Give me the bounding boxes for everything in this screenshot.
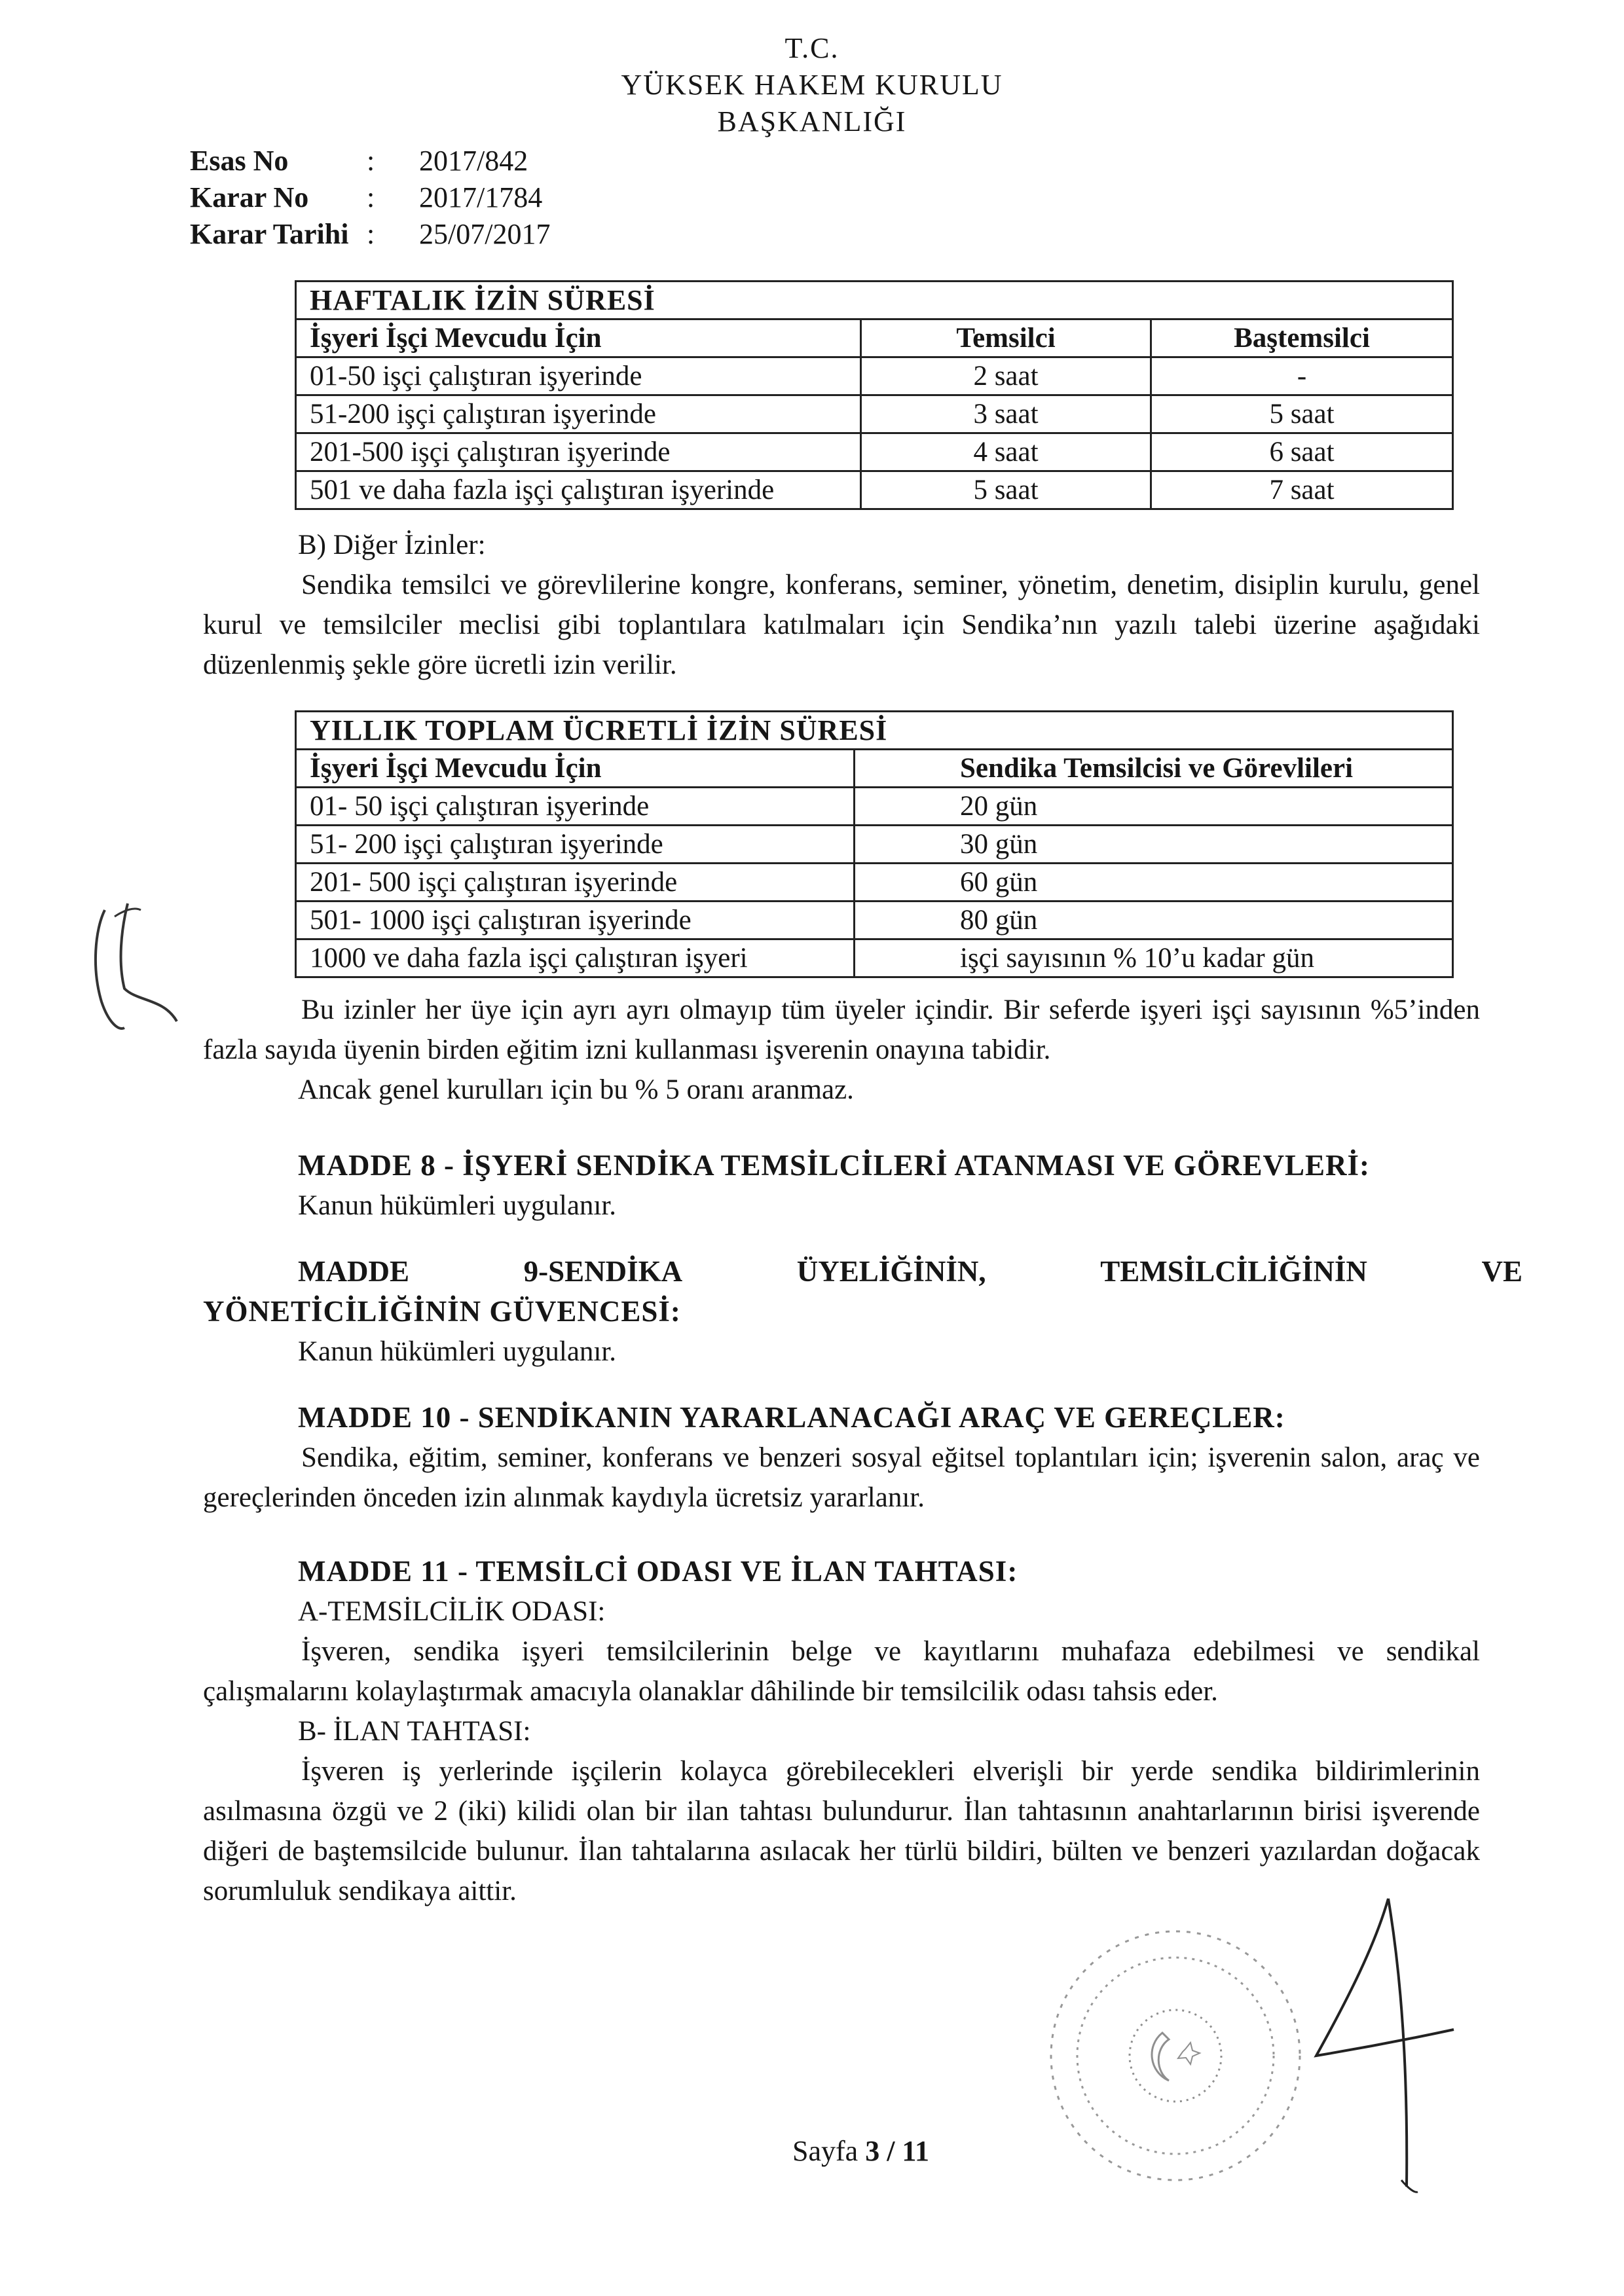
table-cell: 20 gün [855, 788, 1453, 826]
table-cell: 01-50 işçi çalıştıran işyerinde [296, 357, 861, 395]
table-cell: 3 saat [861, 395, 1151, 433]
table-header-cell: Temsilci [861, 319, 1151, 357]
header-presidency: BAŞKANLIĞI [717, 105, 907, 137]
table-cell: 51- 200 işçi çalıştıran işyerinde [296, 826, 855, 864]
other-permits-text: Sendika temsilci ve görevlilerine kongre, konferans, seminer, yönetim, denetim, disiplin kurulu, genel kurul ve temsilciler meclisi gibi toplantılara katılmaları için Sendika’nın yazılı talebi üzerine aşağıdaki düzenlenmiş şekle göre ücretli izin verilir. [203, 570, 1480, 680]
table-cell: 201-500 işçi çalıştıran işyerinde [296, 433, 861, 471]
table-row [296, 395, 1453, 433]
table-cell: işçi sayısının % 10’u kadar gün [855, 939, 1453, 977]
meta-karar-no: Karar No : 2017/1784 [190, 181, 543, 213]
table-header-cell: Sendika Temsilcisi ve Görevlileri [855, 750, 1453, 788]
after-table-paragraph: Bu izinler her üye için ayrı ayrı olmayıp tüm üyeler içindir. Bir seferde işyeri işçi sayısının %5’inden fazla sayıda üyenin birden eğitim izni kullanması işverenin onayına tabidir. [203, 994, 1480, 1065]
madde-11-sub-a: A-TEMSİLCİLİK ODASI: [298, 1596, 606, 1627]
madde-9-text: Kanun hükümleri uygulanır. [298, 1336, 617, 1367]
table-cell: 01- 50 işçi çalıştıran işyerinde [296, 788, 855, 826]
madde-11-text-a: İşveren, sendika işyeri temsilcilerinin belge ve kayıtlarını muhafaza edebilmesi ve sendikal çalışmalarını kolaylaştırmak amacıyla olanaklar dâhilinde bir temsilcilik odası tahsis eder. [203, 1636, 1480, 1707]
madde-11-sub-b: B- İLAN TAHTASI: [298, 1716, 531, 1747]
weekly-table-title: HAFTALIK İZİN SÜRESİ [296, 282, 1453, 319]
after-table-note: Ancak genel kurulları için bu % 5 oranı aranmaz. [298, 1074, 854, 1105]
table-row [296, 864, 1453, 902]
header-tc: T.C. [784, 32, 840, 64]
table-row [296, 902, 1453, 939]
table-cell: 30 gün [855, 826, 1453, 864]
page-number: Sayfa 3 / 11 [792, 2135, 929, 2167]
table-cell: 501 ve daha fazla işçi çalıştıran işyerinde [296, 471, 861, 509]
table-row [296, 433, 1453, 471]
madde-9-heading-line2: YÖNETİCİLİĞİNİN GÜVENCESİ: [203, 1295, 681, 1328]
table-cell: - [1151, 357, 1453, 395]
table-cell: 51-200 işçi çalıştıran işyerinde [296, 395, 861, 433]
madde-10-heading: MADDE 10 - SENDİKANIN YARARLANACAĞI ARAÇ VE GEREÇLER: [298, 1401, 1285, 1434]
table-row [296, 788, 1453, 826]
madde-9-heading: MADDE 9-SENDİKA ÜYELİĞİNİN, TEMSİLCİLİĞİNİN VE [298, 1255, 1522, 1288]
annual-table-title: YILLIK TOPLAM ÜCRETLİ İZİN SÜRESİ [296, 712, 1453, 750]
official-seal-stamp [1035, 1918, 1316, 2193]
madde-11-heading: MADDE 11 - TEMSİLCİ ODASI VE İLAN TAHTASI: [298, 1555, 1018, 1588]
table-header-cell: İşyeri İşçi Mevcudu İçin [296, 319, 861, 357]
table-cell: 80 gün [855, 902, 1453, 939]
table-cell: 6 saat [1151, 433, 1453, 471]
header-court: YÜKSEK HAKEM KURULU [621, 69, 1003, 101]
table-cell: 4 saat [861, 433, 1151, 471]
madde-8-text: Kanun hükümleri uygulanır. [298, 1190, 617, 1221]
table-row [296, 826, 1453, 864]
table-cell: 5 saat [861, 471, 1151, 509]
table-title-row [296, 282, 1453, 319]
meta-karar-tarihi: Karar Tarihi : 25/07/2017 [190, 218, 551, 250]
table-title-row [296, 712, 1453, 750]
meta-esas-no: Esas No : 2017/842 [190, 145, 528, 177]
madde-8-heading: MADDE 8 - İŞYERİ SENDİKA TEMSİLCİLERİ ATANMASI VE GÖREVLERİ: [298, 1149, 1370, 1182]
table-cell: 1000 ve daha fazla işçi çalıştıran işyeri [296, 939, 855, 977]
table-header-cell: İşyeri İşçi Mevcudu İçin [296, 750, 855, 788]
madde-10-text: Sendika, eğitim, seminer, konferans ve benzeri sosyal eğitsel toplantıları için; işverenin salon, araç ve gereçlerinden önceden izin alınmak kaydıyla ücretsiz yararlanır. [203, 1442, 1480, 1513]
table-header-cell: Baştemsilci [1151, 319, 1453, 357]
other-permits-heading: B) Diğer İzinler: [298, 530, 486, 560]
table-cell: 501- 1000 işçi çalıştıran işyerinde [296, 902, 855, 939]
table-row [296, 939, 1453, 977]
table-cell: 5 saat [1151, 395, 1453, 433]
annual-permit-table [295, 710, 1454, 978]
table-cell: 2 saat [861, 357, 1151, 395]
table-header-row [296, 750, 1453, 788]
weekly-permit-table [295, 280, 1454, 510]
handwritten-signature [1303, 1886, 1493, 2200]
handwritten-initial-left [79, 890, 203, 1048]
table-cell: 60 gün [855, 864, 1453, 902]
madde-11-text-b: İşveren iş yerlerinde işçilerin kolayca görebilecekleri elverişli bir yerde sendika bildirimlerinin asılmasına özgü ve 2 (iki) kilidi olan bir ilan tahtası bulundurur. İlan tahtasının anahtarlarının birisi işverende diğeri de baştemsilcide bulunur. İlan tahtalarına asılacak her türlü bildiri, bülten ve benzeri yazılardan doğacak sorumluluk sendikaya aittir. [203, 1756, 1480, 1906]
table-cell: 201- 500 işçi çalıştıran işyerinde [296, 864, 855, 902]
table-header-row [296, 319, 1453, 357]
table-cell: 7 saat [1151, 471, 1453, 509]
table-row [296, 471, 1453, 509]
table-row [296, 357, 1453, 395]
